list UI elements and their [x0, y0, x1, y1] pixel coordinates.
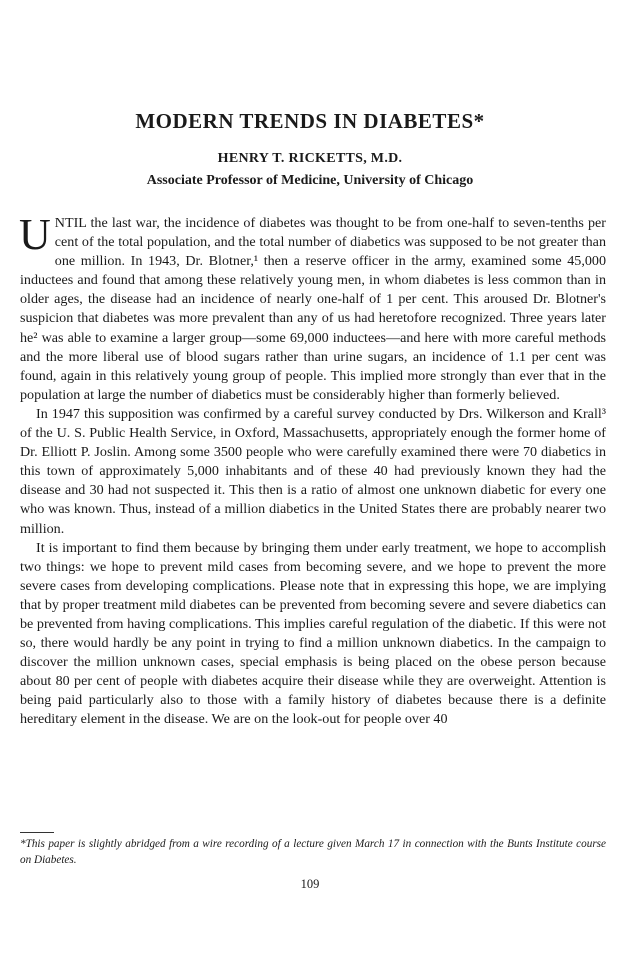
footnote-rule: [20, 832, 54, 833]
page-number: 109: [300, 877, 320, 891]
paragraph-2: In 1947 this supposition was confirmed by a careful survey conducted by Drs. Wilkerson and Krall³ of the U. S. Public Health Service, in Oxford, Massachusetts, appropriately enough the former home of Dr. Elliott P. Joslin. Among some 3500 people who were carefully examined there were 70 diabetics in this town of approximately 5,000 inhabitants and of these 40 had previously known they had the disease and 30 had not suspected it. This then is a ratio of almost one unknown diabetic for every one who was known. Thus, instead of a million diabetics in the United States there are probably nearer two million.: [20, 405, 606, 537]
drop-cap: U: [19, 210, 51, 259]
article-body: [19, 210, 606, 730]
author-name: HENRY T. RICKETTS, M.D.: [217, 151, 403, 166]
article-title: MODERN TRENDS IN DIABETES*: [135, 109, 485, 133]
paragraph-1-text: NTIL the last war, the incidence of diabetes was thought to be from one-half to seven-tenths per cent of the total population, and the total number of diabetics was supposed to be not greater than one million. In 1943, Dr. Blotner,¹ then a reserve officer in the army, examined some 45,000 inductees and found that among these relatively young men, in whom diabetes is less common than in older ages, the disease had an incidence of nearly one-half of 1 per cent. This aroused Dr. Blotner's suspicion that diabetes was more prevalent than any of us had heretofore recognized. Three years later he² was able to examine a larger group—some 69,000 inductees—and here with more careful methods and the more liberal use of blood sugars rather than urine sugars, an incidence of 1.1 per cent was found, again in this relatively young group of people. This implied more strongly than ever that in the population at large the number of diabetics must be considerably higher than formerly believed.: [20, 215, 606, 403]
author-affiliation: Associate Professor of Medicine, University of Chicago: [146, 173, 474, 188]
paragraph-3: It is important to find them because by bringing them under early treatment, we hope to accomplish two things: we hope to prevent mild cases from becoming severe, and we hope to prevent the more severe cases from developing complications. Please note that in expressing this hope, we are implying that by proper treatment mild diabetes can be prevented from becoming severe and severe diabetics can be prevented from having complications. This implies careful regulation of the diabetic. If this were not so, there would hardly be any point in trying to find a million unknown diabetics. In the campaign to discover the million unknown cases, special emphasis is being placed on the obese person because about 80 per cent of people with diabetes acquire their disease while they are overweight. Attention is being paid particularly also to those with a family history of diabetes because there is a definite hereditary element in the disease. We are on the look-out for people over 40: [20, 539, 606, 728]
footnote: *This paper is slightly abridged from a wire recording of a lecture given March 17 in connection with the Bunts Institute course on Diabetes.: [20, 838, 606, 866]
paragraph-1: [19, 210, 606, 405]
